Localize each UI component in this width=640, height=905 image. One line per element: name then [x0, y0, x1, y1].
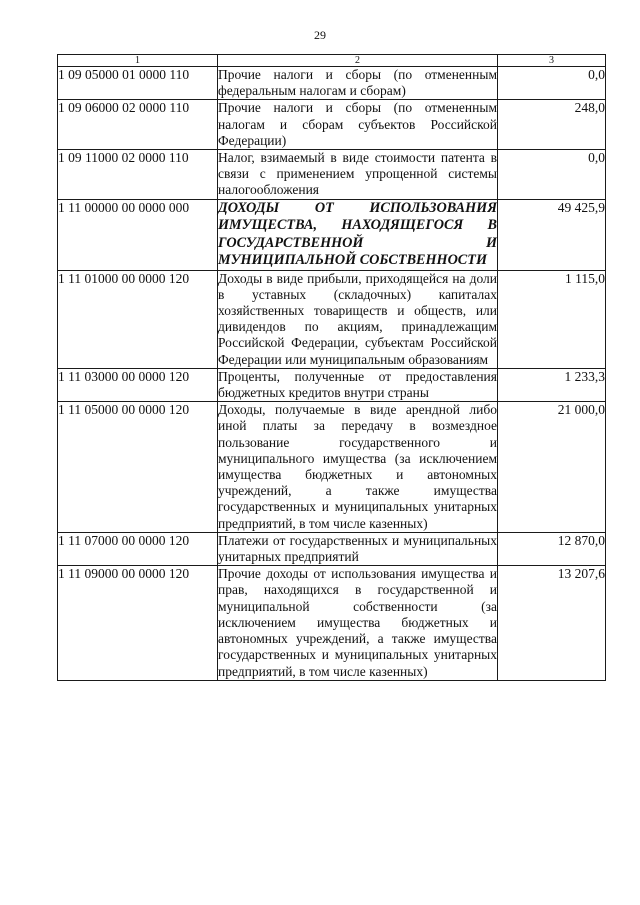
budget-classification-code: 1 09 05000 01 0000 110 — [58, 67, 218, 100]
budget-classification-code: 1 11 03000 00 0000 120 — [58, 368, 218, 401]
table-row — [58, 566, 606, 680]
budget-classification-code: 1 11 07000 00 0000 120 — [58, 532, 218, 565]
column-number-2: 2 — [218, 55, 498, 67]
revenue-name: Доходы в виде прибыли, приходящейся на доли в уставных (складочных) капиталах хозяйственных товариществ и обществ, или дивидендов по акциям, принадлежащим Российской Федерации, субъектам Российской Федерации или муниципальным образованиям — [218, 270, 497, 367]
revenue-name: Налог, взимаемый в виде стоимости патента в связи с применением упрощенной системы налогообложения — [218, 150, 497, 198]
revenue-amount: 0,0 — [498, 67, 606, 100]
table-row — [58, 402, 606, 533]
column-number-1: 1 — [58, 55, 218, 67]
revenue-amount: 0,0 — [498, 150, 606, 200]
revenue-name: Платежи от государственных и муниципальных унитарных предприятий — [218, 532, 497, 565]
budget-classification-code: 1 11 05000 00 0000 120 — [58, 402, 218, 533]
revenue-amount: 21 000,0 — [498, 402, 606, 533]
revenue-name: Доходы, получаемые в виде арендной либо иной платы за передачу в возмездное пользование государственного и муниципального имущества (за исключением имущества бюджетных и автономных учреждений, а также имущества государственных и муниципальных унитарных предприятий, в том числе казенных) — [218, 402, 497, 531]
revenue-section-title: ДОХОДЫ ОТ ИСПОЛЬЗОВАНИЯ ИМУЩЕСТВА, НАХОДЯЩЕГОСЯ В ГОСУДАРСТВЕННОЙ И МУНИЦИПАЛЬНОЙ СОБСТВЕННОСТИ — [218, 199, 497, 269]
table-row-section-total — [58, 199, 606, 270]
revenue-amount: 49 425,9 — [498, 199, 606, 270]
table-row — [58, 368, 606, 401]
revenue-name: Проценты, полученные от предоставления бюджетных кредитов внутри страны — [218, 368, 497, 401]
revenue-amount: 1 233,3 — [498, 368, 606, 401]
revenue-name: Прочие налоги и сборы (по отмененным налогам и сборам субъектов Российской Федерации) — [218, 100, 497, 148]
budget-classification-code: 1 11 00000 00 0000 000 — [58, 199, 218, 270]
table-row — [58, 532, 606, 565]
budget-classification-code: 1 09 06000 02 0000 110 — [58, 100, 218, 150]
table-row — [58, 150, 606, 200]
budget-classification-code: 1 11 01000 00 0000 120 — [58, 270, 218, 368]
table-header-row — [58, 55, 606, 67]
page-number: 29 — [314, 28, 326, 42]
revenue-amount: 13 207,6 — [498, 566, 606, 680]
budget-revenue-table — [57, 54, 606, 681]
revenue-amount: 248,0 — [498, 100, 606, 150]
revenue-name: Прочие налоги и сборы (по отмененным федеральным налогам и сборам) — [218, 67, 497, 99]
table-row — [58, 100, 606, 150]
budget-classification-code: 1 09 11000 02 0000 110 — [58, 150, 218, 200]
table-row — [58, 67, 606, 100]
revenue-amount: 1 115,0 — [498, 270, 606, 368]
revenue-amount: 12 870,0 — [498, 532, 606, 565]
budget-classification-code: 1 11 09000 00 0000 120 — [58, 566, 218, 680]
column-number-3: 3 — [498, 55, 606, 67]
table-row — [58, 270, 606, 368]
revenue-name: Прочие доходы от использования имущества и прав, находящихся в государственной и муниципальной собственности (за исключением имущества бюджетных и автономных учреждений, а также имущества государственных и муниципальных унитарных предприятий, в том числе казенных) — [218, 566, 497, 679]
